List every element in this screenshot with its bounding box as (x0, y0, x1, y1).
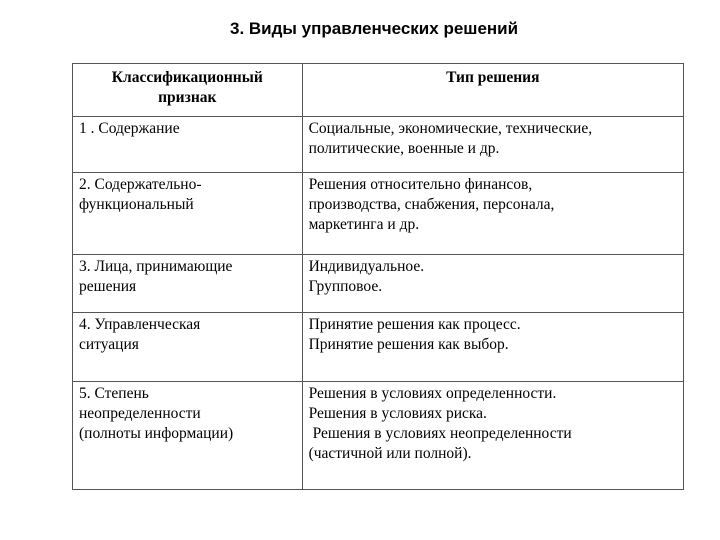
header-decision-type (302, 64, 683, 117)
table-row (73, 173, 684, 255)
header-line: Классификационный (111, 69, 263, 86)
cell-line: Решения в условиях определенности. (308, 385, 557, 402)
cell-line: функциональный (79, 196, 194, 213)
cell-line: решения (79, 278, 137, 295)
cell-line: Принятие решения как выбор. (308, 336, 509, 353)
cell-line: Принятие решения как процесс. (308, 316, 521, 333)
cell-line: Решения в условиях риска. (308, 405, 487, 422)
feature-cell (73, 173, 303, 255)
type-cell (302, 255, 683, 313)
cell-line: 3. Лица, принимающие (79, 258, 233, 275)
feature-cell (73, 255, 303, 313)
type-cell (302, 173, 683, 255)
type-cell (302, 313, 683, 382)
decision-types-table (72, 63, 684, 490)
page-title: 3. Виды управленческих решений (230, 19, 519, 38)
cell-line: 4. Управленческая (79, 316, 201, 333)
cell-line: Групповое. (308, 278, 383, 295)
cell-line: Индивидуальное. (308, 258, 425, 275)
cell-line: (полноты информации) (79, 425, 234, 442)
table-header-row (73, 64, 684, 117)
cell-line: маркетинга и др. (308, 216, 420, 233)
table-row (73, 255, 684, 313)
header-line: признак (158, 89, 217, 106)
cell-line: (частичной или полной). (308, 445, 472, 462)
cell-line: политические, военные и др. (308, 140, 500, 157)
cell-line: ситуация (79, 336, 139, 353)
cell-line: производства, снабжения, персонала, (308, 196, 555, 213)
cell-line: Решения относительно финансов, (308, 176, 533, 193)
type-cell (302, 382, 683, 490)
table-row (73, 117, 684, 173)
table-row (73, 382, 684, 490)
table-row (73, 313, 684, 382)
feature-cell (73, 117, 303, 173)
header-classification-feature (73, 64, 303, 117)
cell-line: неопределенности (79, 405, 201, 422)
cell-line: Решения в условиях неопределенности (312, 425, 572, 442)
cell-line: 5. Степень (79, 385, 149, 402)
cell-line: 1 . Содержание (79, 120, 180, 137)
header-line: Тип решения (446, 69, 540, 86)
cell-line: 2. Содержательно- (79, 176, 202, 193)
cell-line: Социальные, экономические, технические, (308, 120, 593, 137)
type-cell (302, 117, 683, 173)
feature-cell (73, 313, 303, 382)
feature-cell (73, 382, 303, 490)
